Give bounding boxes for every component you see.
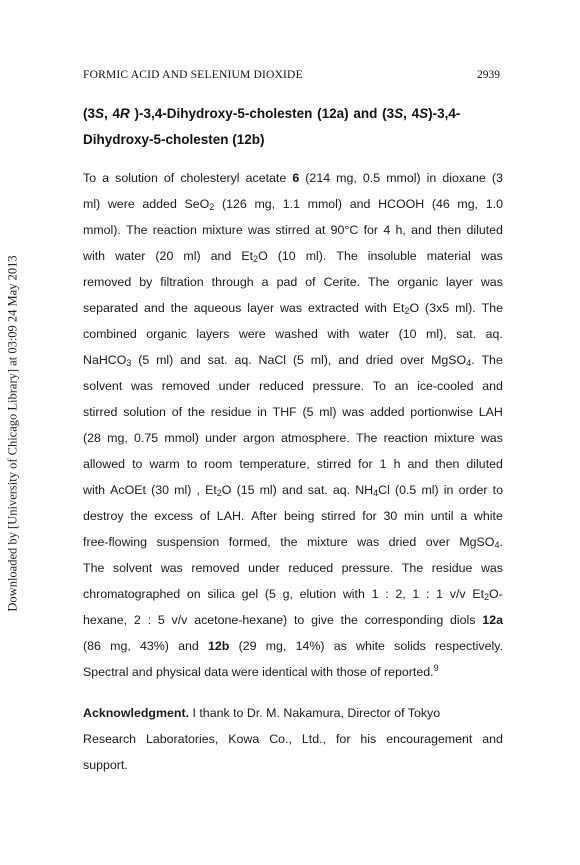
body-line: solvent was removed under reduced pressure. To an ice-cooled and [83, 379, 503, 393]
body-line: Spectral and physical data were identical with those of reported.$^9$ [83, 663, 439, 679]
body-line: The solvent was removed under reduced pressure. The residue was [83, 561, 503, 575]
body-line: mmol). The reaction mixture was stirred at 90°C for 4 h, and then diluted [83, 223, 503, 237]
body-line: stirred solution of the residue in THF (5 ml) was added portionwise LAH [83, 405, 503, 419]
body-line: NaHCO$_3$ (5 ml) and sat. aq. NaCl (5 ml), and dried over MgSO$_4$. The [83, 353, 503, 368]
heading-line-2: Dihydroxy-5-cholesten (12b) [83, 132, 265, 147]
download-watermark [4, 243, 23, 623]
body-line: separated and the aqueous layer was extracted with $Et_2O$ (3x5 ml). The [83, 301, 503, 316]
body-line: removed by filtration through a pad of Cerite. The organic layer was [83, 275, 503, 289]
body-line: hexane, 2 : 5 v/v acetone-hexane) to give the corresponding diols 12a [83, 613, 503, 627]
body-line: ml) were added SeO$_2$ (126 mg, 1.1 mmol) and HCOOH (46 mg, 1.0 [83, 197, 503, 212]
body-line: allowed to warm to room temperature, stirred for 1 h and then diluted [83, 457, 503, 471]
ack-text-1: I thank to Dr. M. Nakamura, Director of Tokyo [189, 706, 441, 720]
experimental-paragraph [83, 165, 503, 685]
body-line: (28 mg, 0.75 mmol) under argon atmosphere. The reaction mixture was [83, 431, 503, 445]
body-line: To a solution of cholesteryl acetate 6 (214 mg, 0.5 mmol) in dioxane (3 [83, 171, 503, 185]
acknowledgment [83, 700, 503, 778]
ack-line-3: support. [83, 758, 128, 772]
ack-line-2: Research Laboratories, Kowa Co., Ltd., for his encouragement and [83, 732, 503, 746]
watermark-text: Downloaded by [University of Chicago Library] at 03:09 24 May 2013 [6, 254, 20, 612]
section-heading [83, 101, 503, 153]
body-line: with AcOEt (30 ml) , $Et_2O$ (15 ml) and sat. aq. $NH_4Cl$ (0.5 ml) in order to [83, 483, 503, 498]
body-line: (86 mg, 43%) and 12b (29 mg, 14%) as white solids respectively. [83, 639, 503, 653]
running-head [83, 69, 500, 81]
running-head-title: FORMIC ACID AND SELENIUM DIOXIDE [83, 69, 303, 81]
ack-line-1 [83, 700, 503, 726]
body-line: with water (20 ml) and $Et_2O$ (10 ml). The insoluble material was [83, 249, 503, 264]
ack-label: Acknowledgment. [83, 706, 190, 720]
heading-line-1: (3S, 4R )-3,4-Dihydroxy-5-cholesten (12a) and (3S, 4S)-3,4- [83, 106, 461, 121]
body-line: combined organic layers were washed with water (10 ml), sat. aq. [83, 327, 503, 341]
body-line: destroy the excess of LAH. After being stirred for 30 min until a white [83, 509, 503, 523]
body-line: free-flowing suspension formed, the mixture was dried over MgSO$_4$. [83, 535, 503, 550]
page-number: 2939 [477, 69, 500, 81]
body-line: chromatographed on silica gel (5 g, elution with 1 : 2, 1 : 1 v/v $Et_2O-$ [83, 587, 503, 602]
